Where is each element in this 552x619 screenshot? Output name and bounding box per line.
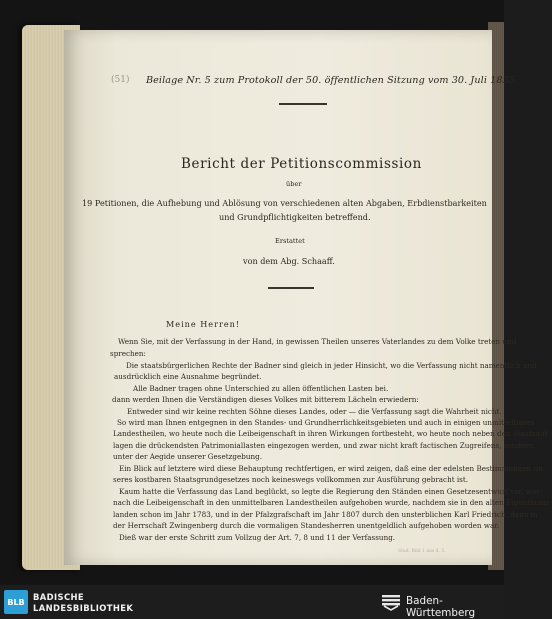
salutation: Meine Herren! bbox=[166, 319, 241, 329]
body-line: landen schon im Jahr 1783, und in der Pfalzgrafschaft im Jahr 1807 durch den unsterblichen Karl Friedrich, dann in bbox=[113, 510, 538, 519]
erstattet-label: Erstattet bbox=[275, 237, 305, 245]
header-rule bbox=[279, 103, 327, 105]
body-line: So wird man Ihnen entgegnen in den Standes- und Grundherrlichkeitsgebieten und auch in einigen unmittelbaren bbox=[117, 418, 535, 427]
faint-note: Stud. Bild 1 aus d. 5. bbox=[398, 549, 446, 554]
baden-wuerttemberg-label[interactable]: Baden-Württemberg bbox=[406, 595, 476, 619]
uber-label: über bbox=[286, 180, 302, 188]
body-line: lagen die drückendsten Patrimoniallasten eingezogen werden, und zwar nicht kraft factischen Zugreifens, sondern bbox=[113, 441, 534, 450]
document-title: Bericht der Petitionscommission bbox=[181, 156, 422, 172]
body-line: sprechen: bbox=[110, 349, 146, 358]
blb-name-line-2: LANDESBIBLIOTHEK bbox=[33, 603, 134, 613]
body-line: dann werden Ihnen die Verständigen dieses Volkes mit bitterem Lächeln erwiedern: bbox=[112, 395, 419, 404]
body-line: Landestheilen, wo heute noch die Leibeigenschaft in ihren Wirkungen fortbesteht, wo heute noch neben den Staatsauf- bbox=[113, 429, 550, 438]
blb-name-line-1: BADISCHE bbox=[33, 592, 85, 602]
body-line: seres kostbaren Staatsgrundgesetzes noch keineswegs vollkommen zur Ausführung gebracht ist. bbox=[113, 475, 469, 484]
baden-wuerttemberg-logo-icon bbox=[381, 593, 401, 611]
subtitle-line-2: und Grundpflichtigkeiten betreffend. bbox=[219, 212, 371, 222]
body-line: Ein Blick auf letztere wird diese Behauptung rechtfertigen, er wird zeigen, daß eine der edelsten Bestimmungen un- bbox=[119, 464, 546, 473]
body-line: unter der Aegide unserer Gesetzgebung. bbox=[113, 452, 263, 461]
page-number: (51) bbox=[111, 75, 130, 85]
body-line: Kaum hatte die Verfassung das Land beglückt, so legte die Regierung den Ständen einen Gesetzesentwurf vor, wor- bbox=[119, 487, 543, 496]
document-page bbox=[64, 30, 492, 565]
footer-bar bbox=[0, 585, 504, 618]
body-line: Wenn Sie, mit der Verfassung in der Hand, in gewissen Theilen unseres Vaterlandes zu dem Volke treten und bbox=[118, 337, 517, 346]
body-line: Entweder sind wir keine rechten Söhne dieses Landes, oder — die Verfassung sagt die Wahrheit nicht. bbox=[127, 407, 502, 416]
body-line: der Herrschaft Zwingenberg durch die vormaligen Standesherren unentgeldlich aufgehoben worden war. bbox=[113, 521, 500, 530]
body-line: Die staatsbürgerlichen Rechte der Badner sind gleich in jeder Hinsicht, wo die Verfassung nicht namentlich und bbox=[126, 361, 537, 370]
page-header: Beilage Nr. 5 zum Protokoll der 50. öffentlichen Sitzung vom 30. Juli 1835. bbox=[146, 75, 519, 86]
subtitle-line-1: 19 Petitionen, die Aufhebung und Ablösung von verschiedenen alten Abgaben, Erbdienstbarkeiten bbox=[82, 198, 487, 208]
body-line: Alle Badner tragen ohne Unterschied zu allen öffentlichen Lasten bei. bbox=[133, 384, 389, 393]
body-line: nach die Leibeigenschaft in den unmittelbaren Landestheilen aufgehoben wurde, nachdem sie in den alten Eigenthums- bbox=[113, 498, 552, 507]
author-line: von dem Abg. Schaaff. bbox=[243, 256, 335, 266]
blb-logo[interactable]: BLB bbox=[4, 590, 28, 614]
title-rule bbox=[268, 287, 314, 289]
body-line: ausdrücklich eine Ausnahme begründet. bbox=[114, 372, 262, 381]
body-line: Dieß war der erste Schritt zum Vollzug der Art. 7, 8 und 11 der Verfassung. bbox=[119, 533, 396, 542]
